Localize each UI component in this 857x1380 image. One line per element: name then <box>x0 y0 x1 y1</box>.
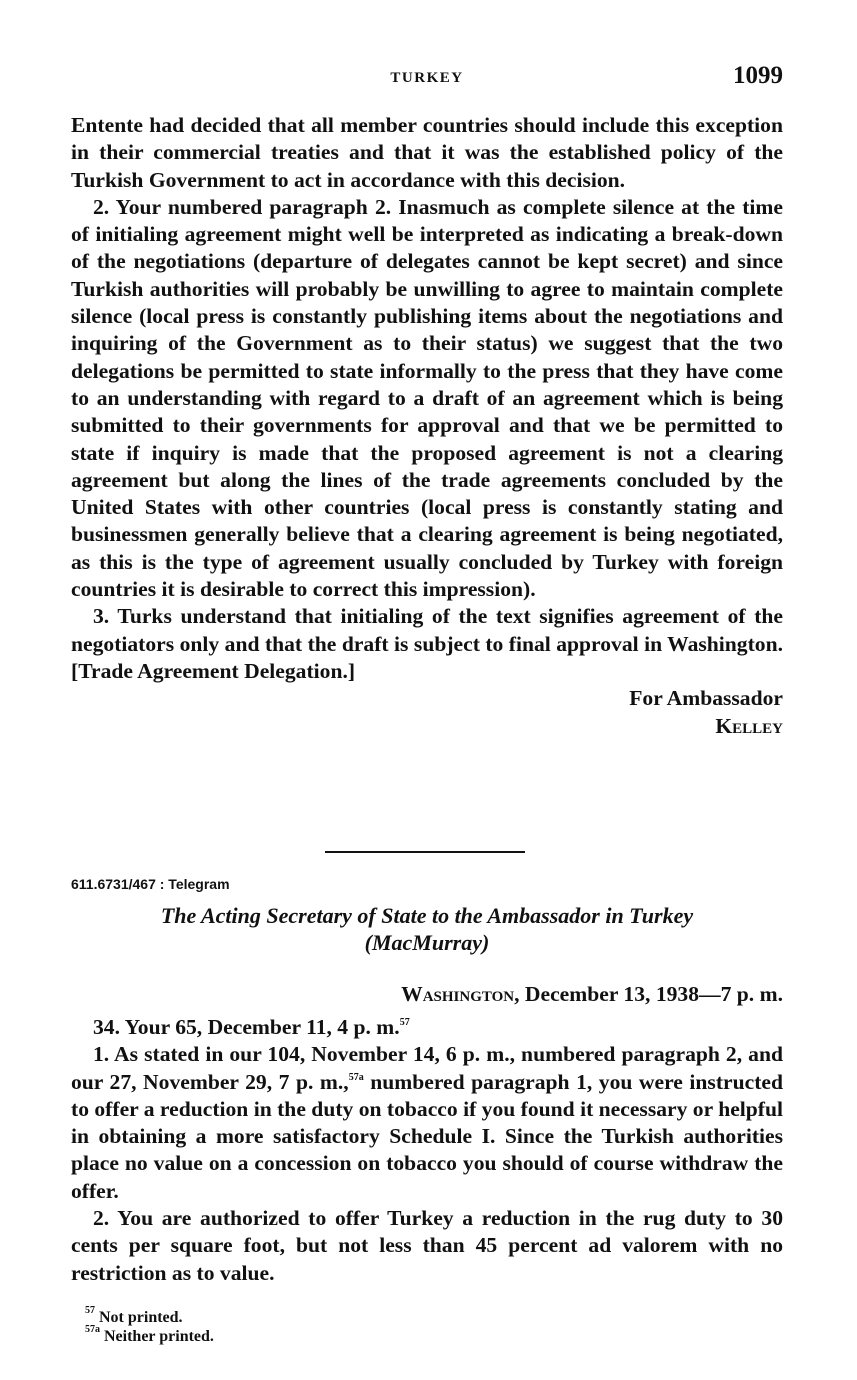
heading-line-2: (MacMurray) <box>364 930 490 955</box>
running-header <box>71 62 783 96</box>
dateline-date: , December 13, 1938—7 p. m. <box>514 982 783 1006</box>
footnotes <box>85 1305 214 1346</box>
footnote-text: Neither printed. <box>100 1328 214 1345</box>
paragraph-continuation: Entente had decided that all member countries should include this exception in their commercial treaties and that it was the established policy of the Turkish Government to act in accordance with this decision. <box>71 113 783 192</box>
heading-line-1: The Acting Secretary of State to the Ambassador in Turkey <box>160 903 694 928</box>
signature-name: Kelley <box>715 713 783 738</box>
paragraph-2: 2. Your numbered paragraph 2. Inasmuch as complete silence at the time of initialing agreement might well be interpreted as indicating a break-down of the negotiations (departure of delegates cannot be kept secret) and since Turkish authorities will probably be unwilling to agree to maintain complete silence (local press is constantly publishing items about the negotiations and inquiring of the Government as to their status) we suggest that the two delegations be permitted to state informally to the press that they have come to an understanding with regard to a draft of an agreement which is being submitted to their governments for approval and that we be permitted to state if inquiry is made that the proposed agreement is not a clearing agreement but along the lines of the trade agreements concluded by the United States with other countries (local press is constantly stating and businessmen generally believe that a clearing agreement is being negotiated, as this is the type of agreement usually concluded by Turkey with foreign countries it is desirable to correct this impression). <box>71 194 783 602</box>
dateline-place: Washington <box>401 982 515 1006</box>
footnote-ref-57: 57 <box>399 1017 410 1028</box>
paragraph-1 <box>71 1041 783 1205</box>
footnote-text: Not printed. <box>95 1309 183 1326</box>
paragraph-34 <box>71 1014 783 1041</box>
running-title: TURKEY <box>390 70 464 86</box>
dateline <box>401 982 783 1007</box>
footnote-ref-57a: 57a <box>348 1071 364 1083</box>
paragraph-3: 3. Turks understand that initialing of the text signifies agreement of the negotiators only and that the draft is subject to final approval in Washington. [Trade Agreement Delegation.] <box>71 604 783 683</box>
section-divider <box>325 851 525 853</box>
page-number: 1099 <box>733 62 783 89</box>
paragraph-1-part-2: numbered paragraph 1, you were instructed to offer a reduction in the duty on tobacco if you found it necessary or helpful in obtaining a more satisfactory Schedule I. Since the Turkish authorities place no value on a concession on tobacco you should of course withdraw the offer. <box>71 1069 784 1203</box>
paragraph-2: 2. You are authorized to offer Turkey a reduction in the rug duty to 30 cents per square foot, but not less than 45 percent ad valorem with no restriction as to value. <box>71 1206 783 1285</box>
footnote-mark: 57 <box>85 1305 95 1316</box>
footnote <box>85 1305 214 1327</box>
signature-line: For Ambassador <box>629 686 783 711</box>
file-reference: 611.6731/467 : Telegram <box>71 876 230 892</box>
footnote <box>85 1324 214 1346</box>
telegram-continuation <box>71 112 783 740</box>
footnote-mark: 57a <box>85 1324 100 1335</box>
telegram-body <box>71 1014 783 1287</box>
document-heading <box>71 902 783 956</box>
paragraph-34-text: 34. Your 65, December 11, 4 p. m. <box>93 1015 400 1039</box>
paragraph-1-part-1: 1. As stated in our 104, November 14, 6 p. m., numbered paragraph 2, and our 27, November 29, 7 p. m., <box>71 1042 783 1094</box>
